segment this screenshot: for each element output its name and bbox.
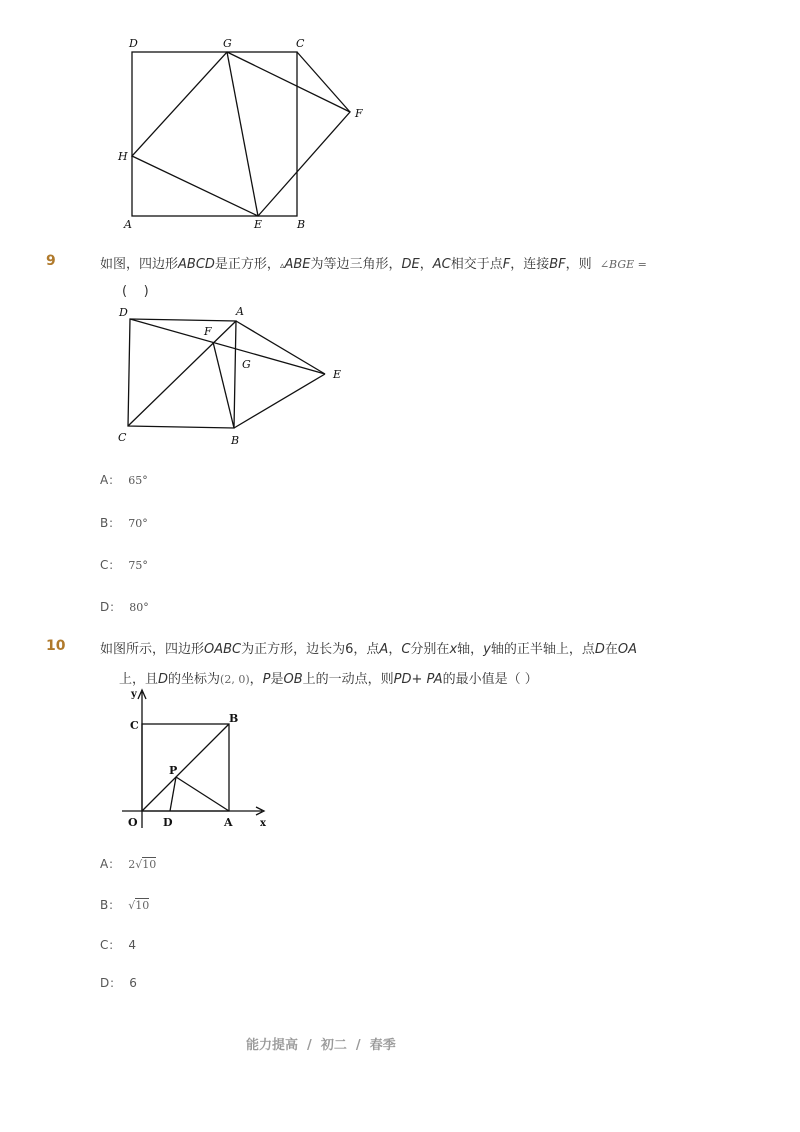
square-geometry-figure [110, 30, 380, 240]
q9-text-a: 如图，四边形 [100, 257, 179, 272]
option-label: D： [100, 600, 122, 614]
segment-cf [297, 52, 350, 112]
option-label: B： [100, 898, 121, 912]
q10-y: y [483, 642, 491, 657]
option-value: 6 [129, 976, 137, 990]
q10-pdpa: PD+ PA [393, 672, 443, 687]
q10-l1-d: 分别在 [410, 642, 450, 657]
label-g: G [223, 37, 232, 50]
q9-angle-expression: ∠BGE = [599, 258, 647, 271]
q10-a: A [379, 642, 389, 657]
option-label: D： [100, 976, 122, 990]
label-c: C [118, 431, 127, 444]
q10-l2-c: ， [249, 672, 263, 687]
sqrt-symbol: √ [128, 899, 136, 912]
q10-l2-a: 上，且 [119, 672, 159, 687]
q10-d: D [594, 642, 605, 657]
question-10-line-1 [100, 638, 637, 657]
label-b: B [229, 712, 239, 725]
q9-de: DE [401, 257, 420, 272]
label-f: F [204, 325, 212, 338]
page-footer: 能力提高 / 初二 / 春季 [246, 1038, 396, 1053]
segment-ge [227, 52, 258, 216]
q10-oabc: OABC [204, 642, 242, 657]
label-a: A [124, 218, 132, 231]
option-value: 75° [128, 559, 148, 572]
question-number-9: 9 [46, 253, 56, 269]
label-b: B [297, 218, 306, 231]
q10-x: x [449, 642, 458, 657]
label-x: x [260, 818, 266, 829]
q10-option-d[interactable] [100, 974, 137, 991]
label-p: P [169, 764, 178, 777]
q9-geometry-figure [110, 300, 350, 450]
segment-de [130, 319, 325, 374]
option-value: 80° [129, 601, 149, 614]
question-number-10: 10 [46, 638, 66, 654]
q10-c: C [401, 642, 411, 657]
q10-l1-a: 如图所示，四边形 [100, 642, 205, 657]
label-c: C [130, 719, 139, 732]
q9-option-a[interactable] [100, 471, 148, 488]
q9-answer-paren: ( ) [122, 284, 149, 299]
q10-option-c[interactable] [100, 936, 136, 953]
label-d: D [129, 37, 138, 50]
label-e: E [254, 218, 263, 231]
segment-pa [176, 777, 229, 811]
segment-bf [213, 342, 234, 428]
label-g: G [242, 358, 251, 371]
label-a: A [236, 305, 244, 318]
label-e: E [333, 368, 342, 381]
q10-p: P [262, 672, 271, 687]
q9-option-b[interactable] [100, 514, 148, 531]
quad-gfeh [132, 52, 350, 216]
segment-be [234, 374, 325, 428]
q10-l1-c: ， [388, 642, 402, 657]
q10-l2-b: 的坐标为 [168, 672, 221, 687]
q9-ac: AC [432, 257, 451, 272]
q9-text-b: 是正方形， [214, 257, 280, 272]
label-o: O [128, 816, 138, 829]
option-value: 70° [128, 517, 148, 530]
q9-text-d: 相交于点 [450, 257, 503, 272]
segment-ac [128, 321, 236, 426]
option-coef: 2 [128, 858, 136, 871]
q9-text-c: 为等边三角形， [310, 257, 402, 272]
label-a: A [224, 816, 233, 829]
option-value: 65° [128, 474, 148, 487]
option-radicand: 10 [135, 899, 150, 912]
label-h: H [118, 150, 128, 163]
q10-option-a[interactable] [100, 855, 156, 872]
square-abcd [132, 52, 297, 216]
q9-text-e: ，连接 [510, 257, 550, 272]
label-f: F [355, 107, 363, 120]
q9-text-f: ，则 [565, 257, 592, 272]
option-label: B： [100, 516, 121, 530]
option-label: A： [100, 473, 121, 487]
label-c: C [296, 37, 305, 50]
q9-option-c[interactable] [100, 556, 148, 573]
label-d: D [119, 306, 128, 319]
q10-oa: OA [617, 642, 638, 657]
label-b: B [231, 434, 240, 447]
q10-option-b[interactable] [100, 896, 149, 913]
q9-comma: ， [419, 257, 433, 272]
q9-bf: BF [549, 257, 566, 272]
q10-coord: (2, 0) [220, 673, 250, 686]
q10-l2-e: 上的一动点，则 [302, 672, 394, 687]
label-d: D [163, 816, 173, 829]
q9-option-d[interactable] [100, 598, 149, 615]
option-label: A： [100, 857, 121, 871]
diagonal-ob [142, 724, 229, 811]
q10-l2-d: 是 [270, 672, 284, 687]
triangle-symbol: ▵ [279, 261, 285, 271]
q9-abe: ABE [284, 257, 311, 272]
q9-abcd: ABCD [178, 257, 215, 272]
q10-l1-e: 轴， [457, 642, 484, 657]
option-value: 4 [128, 938, 137, 952]
label-y: y [131, 689, 137, 700]
q10-l2-f: 的最小值是（ ） [442, 672, 538, 687]
q10-l1-g: 在 [604, 642, 618, 657]
question-9-text [100, 253, 647, 272]
q10-ob: OB [283, 672, 303, 687]
q10-coordinate-figure [115, 684, 275, 834]
sqrt-symbol: √ [135, 858, 143, 871]
q10-l1-b: 为正方形，边长为6，点 [241, 642, 380, 657]
option-label: C： [100, 938, 121, 952]
option-label: C： [100, 558, 121, 572]
q9-f: F [502, 257, 511, 272]
option-radicand: 10 [142, 858, 157, 871]
q10-d2: D [158, 672, 169, 687]
q10-l1-f: 轴的正半轴上，点 [490, 642, 595, 657]
